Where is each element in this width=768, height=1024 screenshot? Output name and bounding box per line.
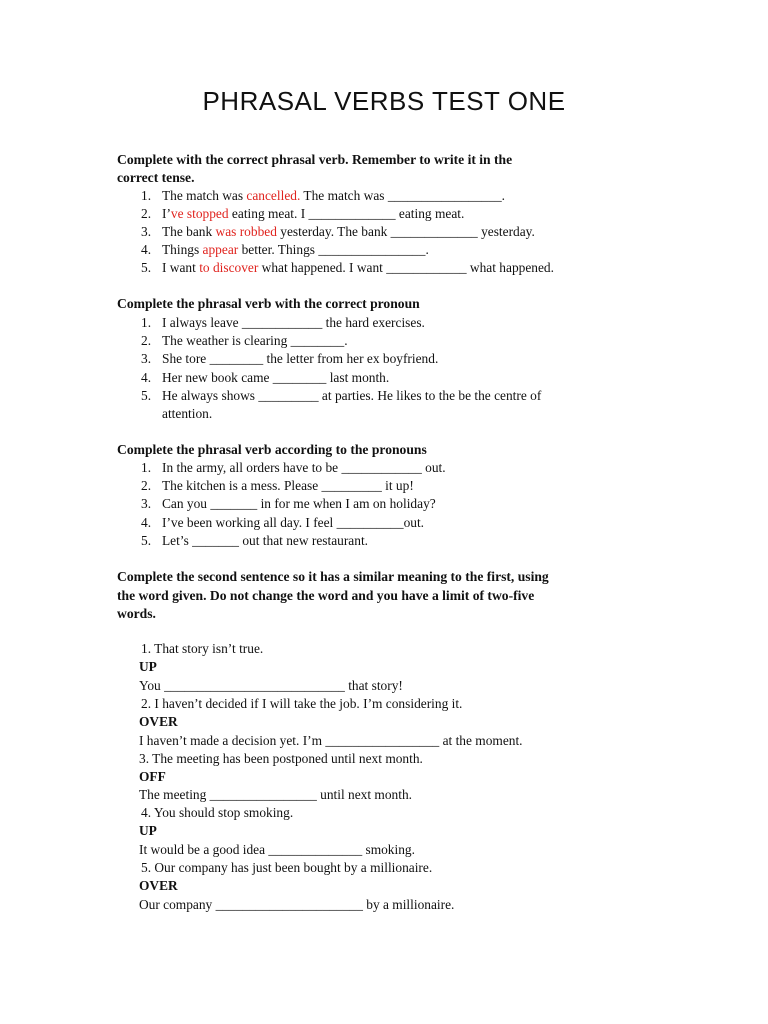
- highlighted-verb: appear: [202, 242, 239, 257]
- item-text-part: The match was: [162, 188, 247, 203]
- item-text-part: The match was _________________.: [300, 188, 505, 203]
- transform-sentence: 1. That story isn’t true.: [141, 641, 264, 656]
- item-number: 4.: [141, 242, 152, 257]
- transform-sentence: 4. You should stop smoking.: [141, 805, 294, 820]
- answer-line: Our company ______________________ by a millionaire.: [139, 897, 455, 912]
- highlighted-verb: cancelled.: [246, 188, 301, 203]
- item-text: [162, 205, 464, 223]
- item-text-part: The bank: [162, 224, 216, 239]
- item-text: [162, 223, 535, 241]
- highlighted-verb: to discover: [199, 260, 259, 275]
- item-number: 2.: [141, 206, 152, 221]
- item-text: [162, 241, 429, 259]
- item-text: She tore ________ the letter from her ex boyfriend.: [162, 351, 439, 366]
- key-word: OVER: [139, 714, 178, 729]
- instruction-line: words.: [117, 606, 156, 621]
- item-number: 2.: [141, 478, 152, 493]
- item-number: 3.: [141, 351, 152, 366]
- item-text-part: yesterday. The bank _____________ yesterday.: [276, 224, 535, 239]
- section-4-instruction: [117, 568, 637, 624]
- instruction-line: the word given. Do not change the word and you have a limit of two-five: [117, 587, 535, 603]
- instruction-line: correct tense.: [117, 170, 195, 185]
- item-text: attention.: [162, 406, 213, 421]
- key-word: UP: [139, 823, 157, 838]
- item-text: Let’s _______ out that new restaurant.: [162, 533, 369, 548]
- item-number: 5.: [141, 260, 152, 275]
- highlighted-verb: was robbed: [215, 224, 277, 239]
- instruction-line: Complete the second sentence so it has a similar meaning to the first, using: [117, 569, 549, 584]
- item-number: 1.: [141, 188, 152, 203]
- item-text: Her new book came ________ last month.: [162, 370, 390, 385]
- item-number: 4.: [141, 515, 152, 530]
- answer-line: I haven’t made a decision yet. I’m _________________ at the moment.: [139, 733, 523, 748]
- item-number: 1.: [141, 315, 152, 330]
- key-word: OFF: [139, 769, 166, 784]
- transform-sentence: 3. The meeting has been postponed until next month.: [139, 751, 423, 766]
- item-text: Can you _______ in for me when I am on holiday?: [162, 496, 436, 511]
- answer-line: The meeting ________________ until next month.: [139, 787, 412, 802]
- item-number: 5.: [141, 388, 152, 403]
- item-text-part: what happened. I want ____________ what happened.: [258, 260, 554, 275]
- item-text: In the army, all orders have to be ____________ out.: [162, 460, 446, 475]
- item-text-part: eating meat. I _____________ eating meat.: [228, 206, 465, 221]
- key-word: UP: [139, 659, 157, 674]
- transform-sentence: 2. I haven’t decided if I will take the job. I’m considering it.: [141, 696, 463, 711]
- item-text: [162, 259, 554, 277]
- section-1-instruction: [117, 151, 637, 187]
- item-number: 2.: [141, 333, 152, 348]
- item-text: The weather is clearing ________.: [162, 333, 348, 348]
- answer-line: You ___________________________ that story!: [139, 678, 403, 693]
- page-title: PHRASAL VERBS TEST ONE: [202, 86, 566, 116]
- item-number: 3.: [141, 496, 152, 511]
- item-text-part: I’: [162, 206, 171, 221]
- section-3-instruction: Complete the phrasal verb according to the pronouns: [117, 442, 427, 457]
- item-text-part: better. Things ________________.: [238, 242, 429, 257]
- item-text: The kitchen is a mess. Please _________ it up!: [162, 478, 414, 493]
- item-number: 3.: [141, 224, 152, 239]
- item-text: He always shows _________ at parties. He likes to the be the centre of: [162, 388, 542, 403]
- answer-line: It would be a good idea ______________ smoking.: [139, 842, 415, 857]
- item-number: 4.: [141, 370, 152, 385]
- item-text-part: Things: [162, 242, 203, 257]
- instruction-line: Complete with the correct phrasal verb. Remember to write it in the: [117, 152, 513, 167]
- section-2-instruction: Complete the phrasal verb with the correct pronoun: [117, 296, 420, 311]
- item-number: 1.: [141, 460, 152, 475]
- item-text-part: I want: [162, 260, 200, 275]
- highlighted-verb: ve stopped: [170, 206, 229, 221]
- item-text: [162, 187, 505, 205]
- key-word: OVER: [139, 878, 178, 893]
- item-text: I always leave ____________ the hard exercises.: [162, 315, 425, 330]
- item-text: I’ve been working all day. I feel __________out.: [162, 515, 425, 530]
- item-number: 5.: [141, 533, 152, 548]
- transform-sentence: 5. Our company has just been bought by a millionaire.: [141, 860, 433, 875]
